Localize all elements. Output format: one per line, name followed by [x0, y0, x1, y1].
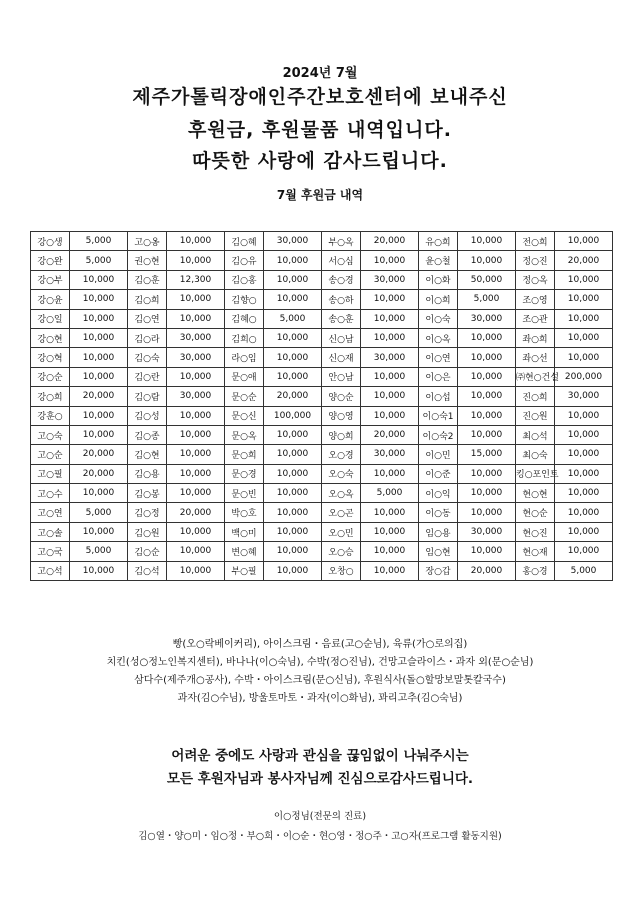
- donation-amount-cell: 50,000: [458, 270, 516, 289]
- donor-name-cell: 장○갑: [419, 561, 458, 580]
- title-line-1: 제주가톨릭장애인주간보호센터에 보내주신: [132, 86, 508, 108]
- donor-name-cell: 양○순: [322, 387, 361, 406]
- donation-amount-cell: 10,000: [167, 542, 225, 561]
- donor-name-cell: 김혜○: [225, 309, 264, 328]
- donor-name-cell: 고○석: [31, 561, 70, 580]
- donation-amount-cell: 30,000: [167, 348, 225, 367]
- table-row: [31, 290, 613, 309]
- donation-amount-cell: 30,000: [264, 232, 322, 251]
- donation-amount-cell: 10,000: [167, 445, 225, 464]
- donation-amount-cell: 10,000: [264, 251, 322, 270]
- donation-amount-cell: 10,000: [458, 328, 516, 347]
- donor-name-cell: 강○생: [31, 232, 70, 251]
- donation-amount-cell: 10,000: [167, 290, 225, 309]
- donor-name-cell: 권○현: [128, 251, 167, 270]
- donor-name-cell: 현○진: [516, 522, 555, 541]
- donor-name-cell: 이○화: [419, 270, 458, 289]
- donation-amount-cell: 30,000: [555, 387, 613, 406]
- donation-amount-cell: 5,000: [70, 503, 128, 522]
- donor-name-cell: 김○훈: [128, 270, 167, 289]
- goods-line: 과자(김○수님), 방울토마토・과자(이○화님), 꽈리고추(김○숙님): [177, 693, 463, 704]
- table-row: [31, 484, 613, 503]
- donation-amount-cell: 30,000: [167, 387, 225, 406]
- donation-amount-cell: 10,000: [361, 309, 419, 328]
- donation-amount-cell: 10,000: [555, 232, 613, 251]
- donor-name-cell: 부○옥: [322, 232, 361, 251]
- donation-amount-cell: 10,000: [361, 367, 419, 386]
- donor-name-cell: 고○옹: [128, 232, 167, 251]
- donor-name-cell: 이○숙2: [419, 425, 458, 444]
- donor-name-cell: 고○필: [31, 464, 70, 483]
- donor-name-cell: 문○경: [225, 464, 264, 483]
- donation-amount-cell: 10,000: [167, 309, 225, 328]
- table-row: [31, 387, 613, 406]
- donation-amount-cell: 10,000: [264, 503, 322, 522]
- donation-amount-cell: 200,000: [555, 367, 613, 386]
- donation-amount-cell: 10,000: [167, 561, 225, 580]
- donation-amount-cell: 5,000: [458, 290, 516, 309]
- donation-amount-cell: 10,000: [70, 290, 128, 309]
- donor-name-cell: 김○희: [128, 290, 167, 309]
- donation-amount-cell: 5,000: [555, 561, 613, 580]
- donor-name-cell: 이○숙1: [419, 406, 458, 425]
- donor-name-cell: 이○민: [419, 445, 458, 464]
- table-row: [31, 542, 613, 561]
- table-row: [31, 503, 613, 522]
- donor-name-cell: 강○일: [31, 309, 70, 328]
- donation-amount-cell: 10,000: [361, 561, 419, 580]
- table-subtitle: 7월 후원금 내역: [276, 188, 364, 202]
- donor-name-cell: 김○연: [128, 309, 167, 328]
- donor-name-cell: 송○훈: [322, 309, 361, 328]
- donor-name-cell: 유○희: [419, 232, 458, 251]
- donation-amount-cell: 10,000: [70, 367, 128, 386]
- donation-amount-cell: 20,000: [555, 251, 613, 270]
- donation-amount-cell: 30,000: [361, 348, 419, 367]
- donor-name-cell: 문○애: [225, 367, 264, 386]
- donor-name-cell: 김○홍: [225, 270, 264, 289]
- donation-amount-cell: 10,000: [361, 503, 419, 522]
- donor-name-cell: 오○승: [322, 542, 361, 561]
- donation-amount-cell: 10,000: [264, 561, 322, 580]
- donation-amount-cell: 30,000: [361, 270, 419, 289]
- donor-name-cell: 김○란: [128, 367, 167, 386]
- donor-name-cell: 김○종: [128, 425, 167, 444]
- donor-name-cell: 정○진: [516, 251, 555, 270]
- donation-amount-cell: 10,000: [555, 542, 613, 561]
- donation-amount-cell: 10,000: [361, 464, 419, 483]
- donation-amount-cell: 20,000: [264, 387, 322, 406]
- donor-name-cell: 오○숙: [322, 464, 361, 483]
- donation-amount-cell: 10,000: [70, 484, 128, 503]
- donation-amount-cell: 30,000: [458, 522, 516, 541]
- donation-table: [30, 231, 613, 581]
- donor-name-cell: 최○석: [516, 425, 555, 444]
- donor-name-cell: 김○용: [128, 464, 167, 483]
- donor-name-cell: 강○완: [31, 251, 70, 270]
- donor-name-cell: 안○남: [322, 367, 361, 386]
- donor-name-cell: 조○영: [516, 290, 555, 309]
- donor-name-cell: 문○빈: [225, 484, 264, 503]
- goods-list: [0, 636, 640, 708]
- donation-amount-cell: 10,000: [167, 522, 225, 541]
- donation-amount-cell: 10,000: [361, 251, 419, 270]
- table-row: [31, 348, 613, 367]
- donation-amount-cell: 30,000: [167, 328, 225, 347]
- donation-amount-cell: 10,000: [70, 270, 128, 289]
- donation-amount-cell: 10,000: [167, 367, 225, 386]
- title-line-3: 따뜻한 사랑에 감사드립니다.: [192, 150, 448, 172]
- donation-amount-cell: 10,000: [264, 464, 322, 483]
- donor-name-cell: 김희○: [225, 328, 264, 347]
- donor-name-cell: 양○영: [322, 406, 361, 425]
- table-row: [31, 561, 613, 580]
- donor-name-cell: 김○라: [128, 328, 167, 347]
- donation-amount-cell: 20,000: [458, 561, 516, 580]
- donor-name-cell: 홍○경: [516, 561, 555, 580]
- donor-name-cell: 이○희: [419, 290, 458, 309]
- donor-name-cell: 변○혜: [225, 542, 264, 561]
- donor-name-cell: 오○옥: [322, 484, 361, 503]
- donation-amount-cell: 10,000: [555, 464, 613, 483]
- donation-amount-cell: 10,000: [70, 328, 128, 347]
- donor-name-cell: 전○희: [516, 232, 555, 251]
- donor-name-cell: 양○희: [322, 425, 361, 444]
- donation-amount-cell: 5,000: [70, 251, 128, 270]
- donor-name-cell: 킹○포인트: [516, 464, 555, 483]
- donor-name-cell: 고○솔: [31, 522, 70, 541]
- donation-amount-cell: 10,000: [458, 464, 516, 483]
- donor-name-cell: 김○정: [128, 503, 167, 522]
- donation-amount-cell: 20,000: [361, 232, 419, 251]
- donor-name-cell: 강○혁: [31, 348, 70, 367]
- donation-amount-cell: 10,000: [458, 542, 516, 561]
- goods-line: 빵(오○락베이커리), 아이스크림・음료(고○순님), 육류(가○로의집): [172, 639, 468, 650]
- table-row: [31, 522, 613, 541]
- donation-amount-cell: 10,000: [167, 425, 225, 444]
- donation-amount-cell: 10,000: [70, 406, 128, 425]
- donation-amount-cell: 12,300: [167, 270, 225, 289]
- donation-amount-cell: 10,000: [70, 425, 128, 444]
- table-row: [31, 425, 613, 444]
- donor-name-cell: 이○연: [419, 348, 458, 367]
- table-row: [31, 445, 613, 464]
- donation-amount-cell: 30,000: [361, 445, 419, 464]
- donation-amount-cell: 10,000: [167, 484, 225, 503]
- donation-amount-cell: 10,000: [167, 406, 225, 425]
- report-date: 2024년 7월: [282, 66, 358, 81]
- table-row: [31, 367, 613, 386]
- donor-name-cell: 임○용: [419, 522, 458, 541]
- donor-name-cell: 현○순: [516, 503, 555, 522]
- donor-name-cell: 현○현: [516, 484, 555, 503]
- donation-amount-cell: 10,000: [458, 484, 516, 503]
- donation-amount-cell: 10,000: [555, 270, 613, 289]
- donor-name-cell: 오○경: [322, 445, 361, 464]
- donation-amount-cell: 30,000: [458, 309, 516, 328]
- title-line-2: 후원금, 후원물품 내역입니다.: [188, 119, 452, 141]
- donation-amount-cell: 10,000: [555, 484, 613, 503]
- donor-name-cell: 강○윤: [31, 290, 70, 309]
- donation-amount-cell: 10,000: [264, 484, 322, 503]
- donation-amount-cell: 10,000: [555, 445, 613, 464]
- donation-amount-cell: 10,000: [361, 290, 419, 309]
- donation-amount-cell: 10,000: [167, 251, 225, 270]
- table-row: [31, 232, 613, 251]
- donor-name-cell: 김향○: [225, 290, 264, 309]
- donor-name-cell: 백○미: [225, 522, 264, 541]
- donation-amount-cell: 10,000: [264, 348, 322, 367]
- donation-amount-cell: 10,000: [458, 503, 516, 522]
- donor-name-cell: ㈜현○건설: [516, 367, 555, 386]
- donation-amount-cell: 10,000: [361, 542, 419, 561]
- donation-amount-cell: 10,000: [458, 367, 516, 386]
- donation-amount-cell: 10,000: [70, 309, 128, 328]
- donation-amount-cell: 10,000: [555, 406, 613, 425]
- donation-amount-cell: 10,000: [264, 522, 322, 541]
- donor-name-cell: 오○민: [322, 522, 361, 541]
- donor-name-cell: 서○심: [322, 251, 361, 270]
- donation-amount-cell: 20,000: [70, 464, 128, 483]
- donor-name-cell: 고○수: [31, 484, 70, 503]
- goods-line: 삼다수(제주개○공사), 수박・아이스크림(문○신님), 후원식사(돌○할망보말톳칼국수): [134, 675, 506, 686]
- donor-name-cell: 좌○선: [516, 348, 555, 367]
- donor-name-cell: 문○신: [225, 406, 264, 425]
- donor-name-cell: 강○부: [31, 270, 70, 289]
- donor-name-cell: 김○람: [128, 387, 167, 406]
- donation-amount-cell: 10,000: [361, 522, 419, 541]
- donation-amount-cell: 10,000: [264, 445, 322, 464]
- donor-name-cell: 김○현: [128, 445, 167, 464]
- donor-name-cell: 고○숙: [31, 425, 70, 444]
- donation-amount-cell: 10,000: [458, 251, 516, 270]
- donation-amount-cell: 10,000: [264, 290, 322, 309]
- donor-name-cell: 김○봉: [128, 484, 167, 503]
- donor-name-cell: 박○호: [225, 503, 264, 522]
- donor-name-cell: 이○숙: [419, 309, 458, 328]
- donor-name-cell: 강○현: [31, 328, 70, 347]
- table-row: [31, 406, 613, 425]
- donation-amount-cell: 10,000: [264, 542, 322, 561]
- donation-amount-cell: 10,000: [458, 232, 516, 251]
- donor-name-cell: 강훈○: [31, 406, 70, 425]
- donation-amount-cell: 10,000: [555, 425, 613, 444]
- donor-name-cell: 진○희: [516, 387, 555, 406]
- donor-name-cell: 정○옥: [516, 270, 555, 289]
- donor-name-cell: 김○유: [225, 251, 264, 270]
- donation-amount-cell: 10,000: [458, 425, 516, 444]
- donor-name-cell: 강○순: [31, 367, 70, 386]
- donation-amount-cell: 10,000: [70, 522, 128, 541]
- table-row: [31, 270, 613, 289]
- donation-amount-cell: 10,000: [361, 328, 419, 347]
- donor-name-cell: 고○연: [31, 503, 70, 522]
- donor-name-cell: 이○준: [419, 464, 458, 483]
- donor-name-cell: 송○하: [322, 290, 361, 309]
- donor-name-cell: 진○원: [516, 406, 555, 425]
- goods-line: 치킨(성○정노인복지센터), 바나나(이○숙님), 수박(정○진님), 건망고슬라이스・과자 외(문○순님): [106, 657, 534, 668]
- donor-name-cell: 송○경: [322, 270, 361, 289]
- donor-name-cell: 이○은: [419, 367, 458, 386]
- donation-amount-cell: 10,000: [555, 328, 613, 347]
- table-row: [31, 464, 613, 483]
- donor-name-cell: 현○재: [516, 542, 555, 561]
- donor-name-cell: 문○옥: [225, 425, 264, 444]
- donation-amount-cell: 10,000: [458, 387, 516, 406]
- donor-name-cell: 윤○철: [419, 251, 458, 270]
- donation-amount-cell: 100,000: [264, 406, 322, 425]
- donor-name-cell: 오○곤: [322, 503, 361, 522]
- table-row: [31, 328, 613, 347]
- donor-name-cell: 오창○: [322, 561, 361, 580]
- donation-amount-cell: 10,000: [264, 425, 322, 444]
- donor-name-cell: 문○희: [225, 445, 264, 464]
- volunteer-list: [0, 807, 640, 847]
- donor-name-cell: 라○임: [225, 348, 264, 367]
- donor-name-cell: 김○숙: [128, 348, 167, 367]
- donation-amount-cell: 10,000: [167, 232, 225, 251]
- donor-name-cell: 이○동: [419, 503, 458, 522]
- donation-amount-cell: 10,000: [264, 328, 322, 347]
- table-row: [31, 251, 613, 270]
- volunteer-line-2: 김○열・양○미・임○정・부○희・이○순・현○영・정○주・고○자(프로그램 활동지원): [138, 831, 502, 842]
- donor-name-cell: 부○필: [225, 561, 264, 580]
- thanks-message: [0, 745, 640, 791]
- donor-name-cell: 최○숙: [516, 445, 555, 464]
- donation-amount-cell: 5,000: [361, 484, 419, 503]
- donor-name-cell: 이○익: [419, 484, 458, 503]
- donor-name-cell: 신○남: [322, 328, 361, 347]
- donation-amount-cell: 10,000: [458, 406, 516, 425]
- donation-amount-cell: 10,000: [264, 367, 322, 386]
- donor-name-cell: 김○원: [128, 522, 167, 541]
- donor-name-cell: 문○순: [225, 387, 264, 406]
- donor-name-cell: 좌○희: [516, 328, 555, 347]
- donor-name-cell: 김○성: [128, 406, 167, 425]
- donation-amount-cell: 10,000: [361, 387, 419, 406]
- donation-amount-cell: 20,000: [70, 445, 128, 464]
- donation-amount-cell: 10,000: [555, 503, 613, 522]
- donor-name-cell: 김○혜: [225, 232, 264, 251]
- donation-amount-cell: 10,000: [167, 464, 225, 483]
- donation-amount-cell: 10,000: [361, 406, 419, 425]
- volunteer-line-1: 이○정님(전문의 진료): [273, 811, 367, 822]
- donation-amount-cell: 10,000: [70, 561, 128, 580]
- donation-amount-cell: 20,000: [70, 387, 128, 406]
- donation-amount-cell: 10,000: [555, 290, 613, 309]
- donor-name-cell: 임○현: [419, 542, 458, 561]
- donation-amount-cell: 5,000: [70, 232, 128, 251]
- donor-name-cell: 이○옥: [419, 328, 458, 347]
- donation-amount-cell: 5,000: [264, 309, 322, 328]
- donor-name-cell: 고○순: [31, 445, 70, 464]
- donor-name-cell: 고○국: [31, 542, 70, 561]
- donation-amount-cell: 10,000: [458, 348, 516, 367]
- donor-name-cell: 김○순: [128, 542, 167, 561]
- donation-amount-cell: 10,000: [70, 348, 128, 367]
- table-row: [31, 309, 613, 328]
- donor-name-cell: 이○섭: [419, 387, 458, 406]
- thanks-line-1: 어려운 중에도 사랑과 관심을 끊임없이 나눠주시는: [171, 748, 469, 764]
- donation-amount-cell: 15,000: [458, 445, 516, 464]
- donation-amount-cell: 20,000: [361, 425, 419, 444]
- donor-name-cell: 신○재: [322, 348, 361, 367]
- donation-amount-cell: 10,000: [555, 522, 613, 541]
- donation-amount-cell: 10,000: [555, 348, 613, 367]
- donor-name-cell: 김○석: [128, 561, 167, 580]
- donor-name-cell: 강○희: [31, 387, 70, 406]
- donation-amount-cell: 5,000: [70, 542, 128, 561]
- donation-amount-cell: 20,000: [167, 503, 225, 522]
- donor-name-cell: 조○관: [516, 309, 555, 328]
- thanks-line-2: 모든 후원자님과 봉사자님께 진심으로감사드립니다.: [166, 771, 474, 787]
- donation-amount-cell: 10,000: [555, 309, 613, 328]
- donation-amount-cell: 10,000: [264, 270, 322, 289]
